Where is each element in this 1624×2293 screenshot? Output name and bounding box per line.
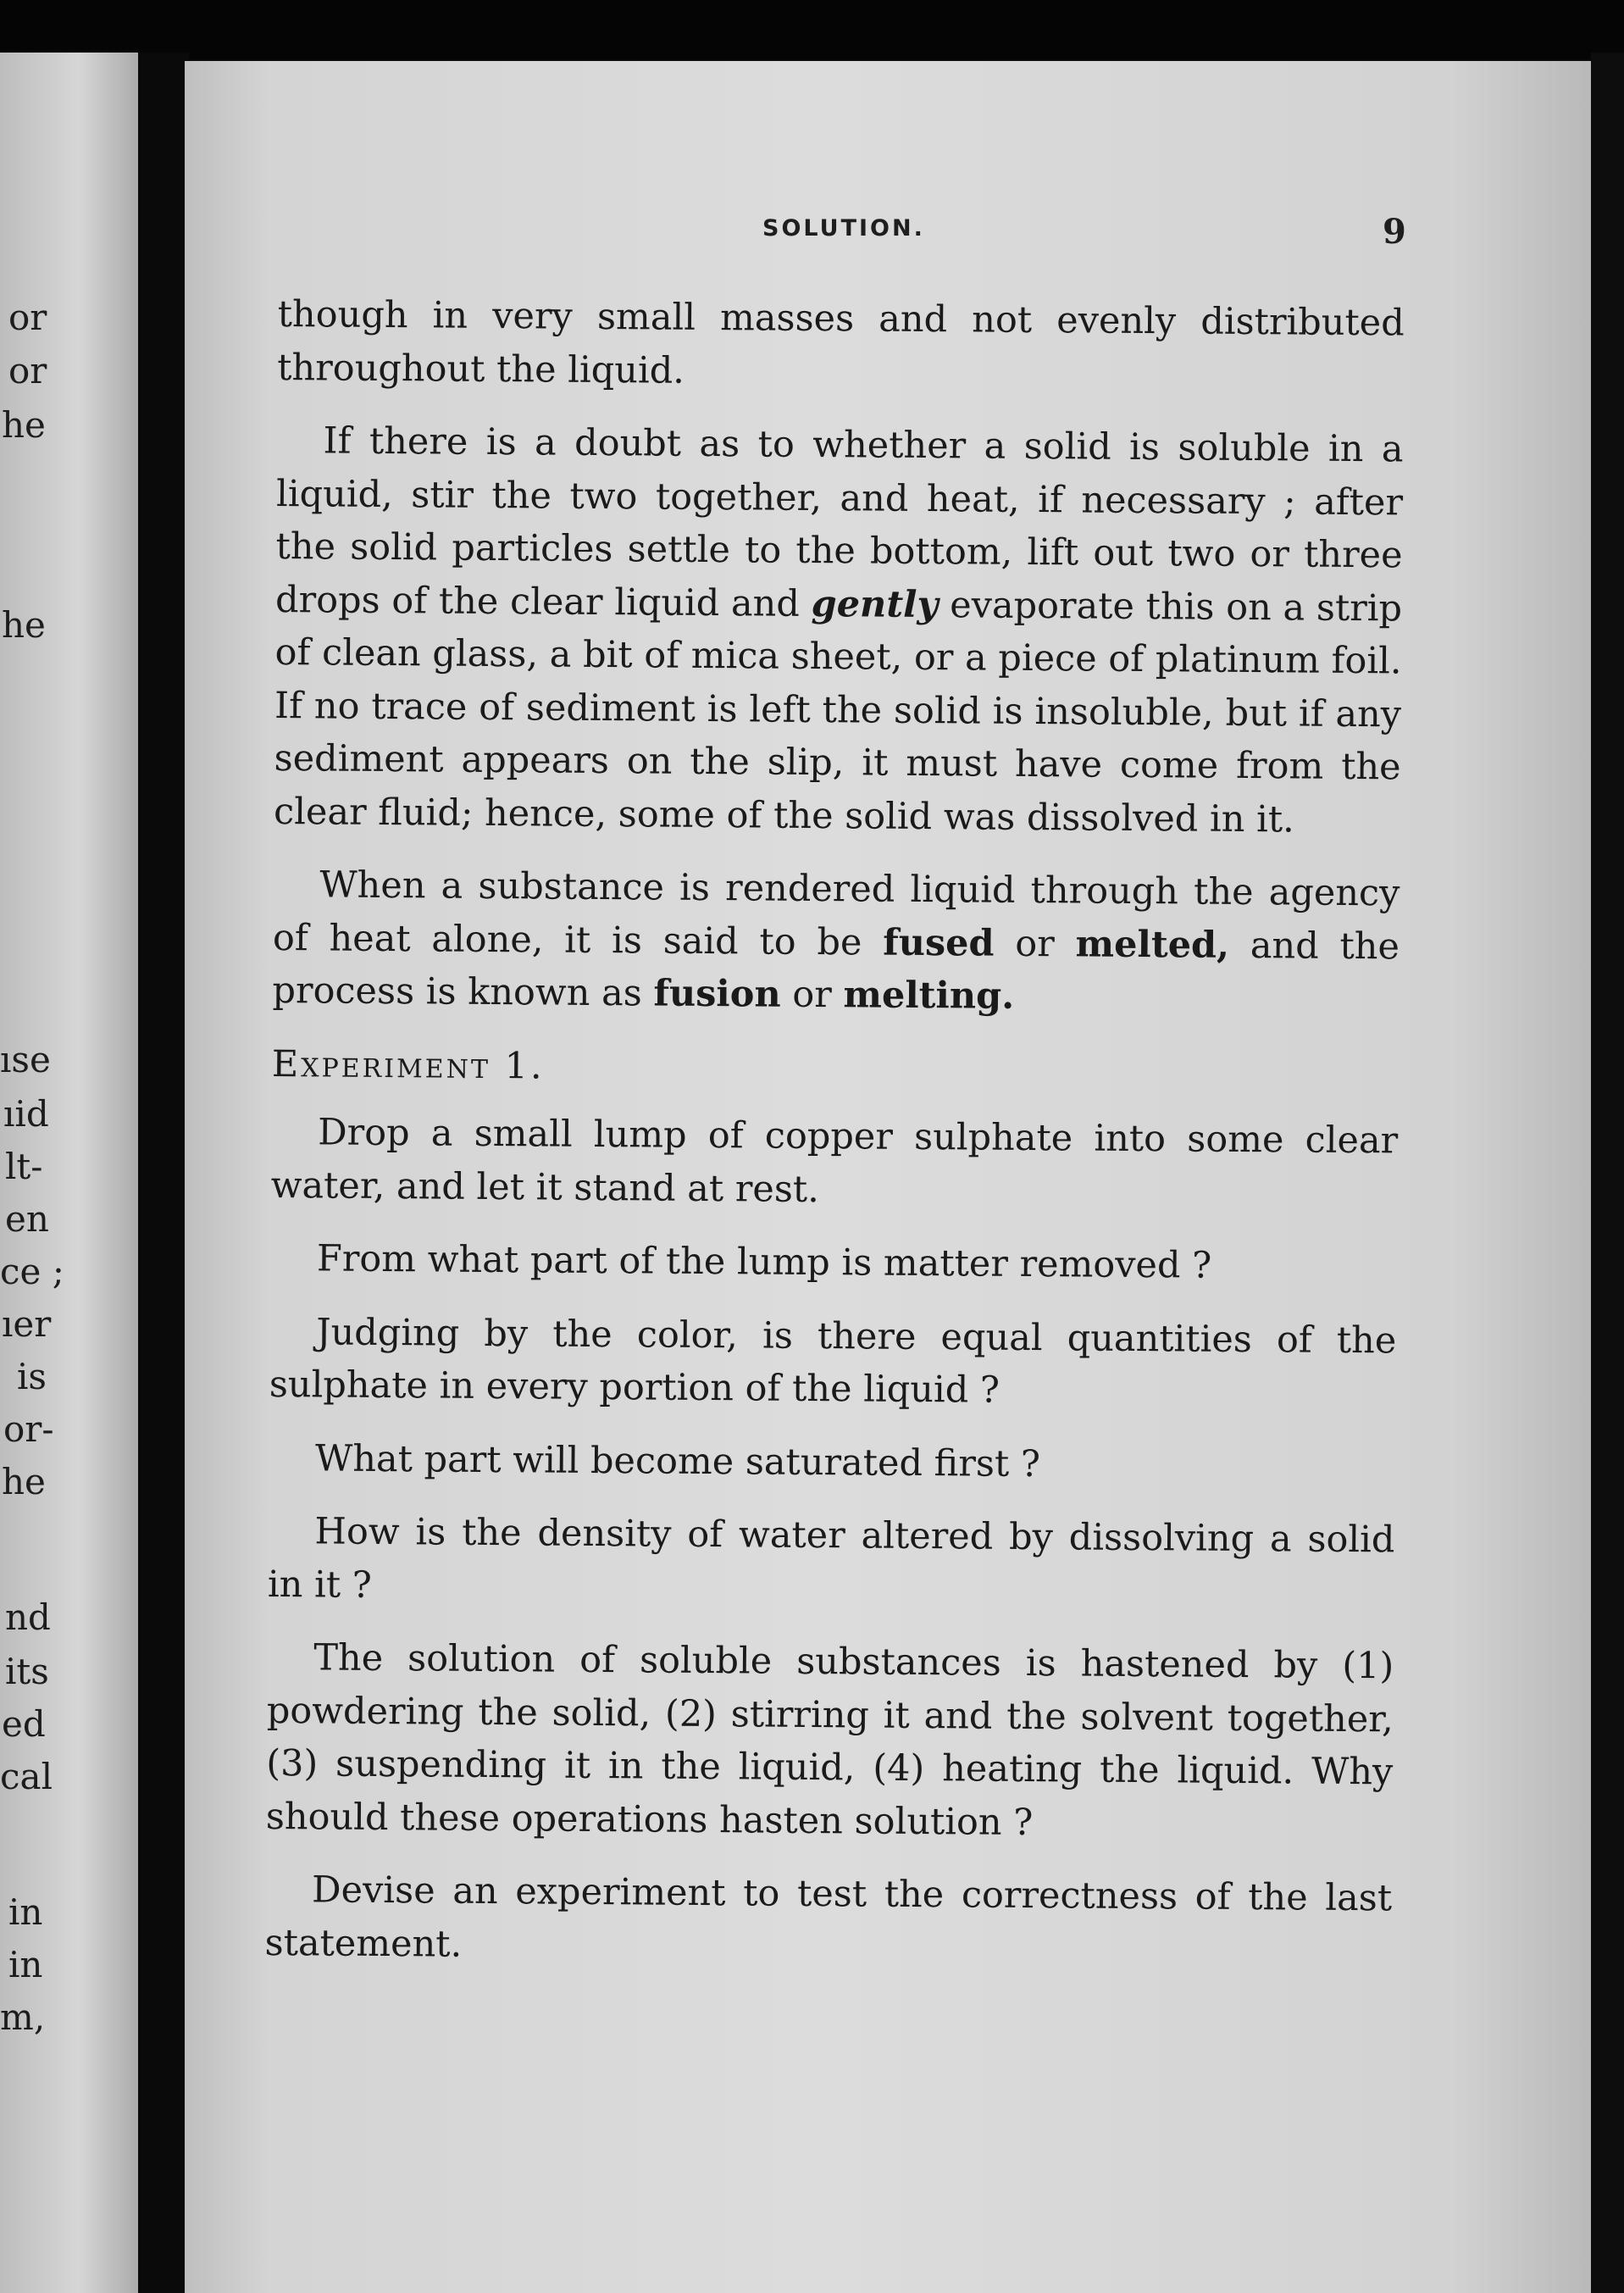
experiment-paragraph: Devise an experiment to test the correctness of the last statement. [264, 1868, 1393, 1966]
fragment: lt- [5, 1146, 43, 1187]
fragment: ıid [3, 1093, 49, 1135]
fragment: he [2, 604, 46, 646]
fragment: he [2, 1461, 46, 1502]
fragment: its [5, 1651, 49, 1692]
paragraph [277, 288, 1405, 403]
paragraph-text: though in very small masses and not evenly distributed throughout the liquid. [277, 292, 1405, 392]
experiment-paragraph: The solution of soluble substances is hastened by (1) powdering the solid, (2) stirring it and the solvent together, (3) suspending it in the liquid, (4) heating the liquid. Why should these operations hasten solution ? [265, 1636, 1394, 1844]
fragment: ce ; [0, 1251, 64, 1292]
scan-right-border [1591, 53, 1624, 2293]
fragment: in [8, 1944, 43, 1985]
paragraph-text: or [994, 922, 1076, 965]
fragment: m, [0, 1996, 46, 2038]
term-melting: melting. [843, 974, 1015, 1018]
experiment-paragraph: Drop a small lump of copper sulphate into some clear water, and let it stand at rest. [270, 1111, 1399, 1211]
page-gutter [138, 53, 189, 2293]
fragment: is [17, 1356, 47, 1397]
paragraph-text: and the process is known as [272, 924, 1400, 1015]
fragment: or [8, 350, 47, 391]
paragraph-text: or [780, 973, 844, 1017]
running-head: SOLUTION. [762, 215, 925, 242]
emphasis: gently [811, 582, 939, 626]
experiment-question: How is the density of water altered by dissolving a solid in it ? [267, 1510, 1395, 1607]
term-fusion: fusion [653, 972, 781, 1016]
paragraph-text: If there is a doubt as to whether a solid is soluble in a liquid, stir the two together, and heat, if necessary ; after the solid particles settle to the bottom, lift out two or three drops of the clear liquid and [274, 419, 1404, 625]
fragment: cal [0, 1756, 53, 1797]
fragment: in [8, 1891, 43, 1933]
fragment: or [8, 297, 47, 338]
page-number: 9 [1383, 212, 1406, 252]
page-body [264, 288, 1405, 1998]
experiment-question: Judging by the color, is there equal quantities of the sulphate in every portion of the liquid ? [269, 1310, 1397, 1412]
paragraph [274, 414, 1404, 847]
fragment: ıse [0, 1039, 51, 1080]
fragment: ıer [2, 1303, 52, 1345]
experiment-heading: Experiment 1. [271, 1042, 545, 1087]
fragment: ed [2, 1703, 46, 1745]
fragment: en [5, 1198, 49, 1240]
experiment-question: From what part of the lump is matter removed ? [316, 1237, 1212, 1287]
term-melted: melted, [1075, 922, 1230, 967]
fragment: or- [3, 1408, 54, 1450]
term-fused: fused [883, 921, 995, 965]
fragment: nd [5, 1596, 51, 1638]
fragment: he [2, 404, 46, 446]
paragraph-text: When a substance is rendered liquid through the agency of heat alone, it is said to be [272, 863, 1400, 964]
experiment-question: What part will become saturated first ? [314, 1436, 1041, 1485]
paragraph [272, 858, 1400, 1026]
paragraph-text: evaporate this on a strip of clean glass, a bit of mica sheet, or a piece of platinum foil. If no trace of sediment is left the solid is insoluble, but if any sediment appears on the slip, it must have come from the clear fluid; hence, some of the solid was dissolved in it. [273, 583, 1403, 841]
scan-top-border [0, 0, 1624, 59]
